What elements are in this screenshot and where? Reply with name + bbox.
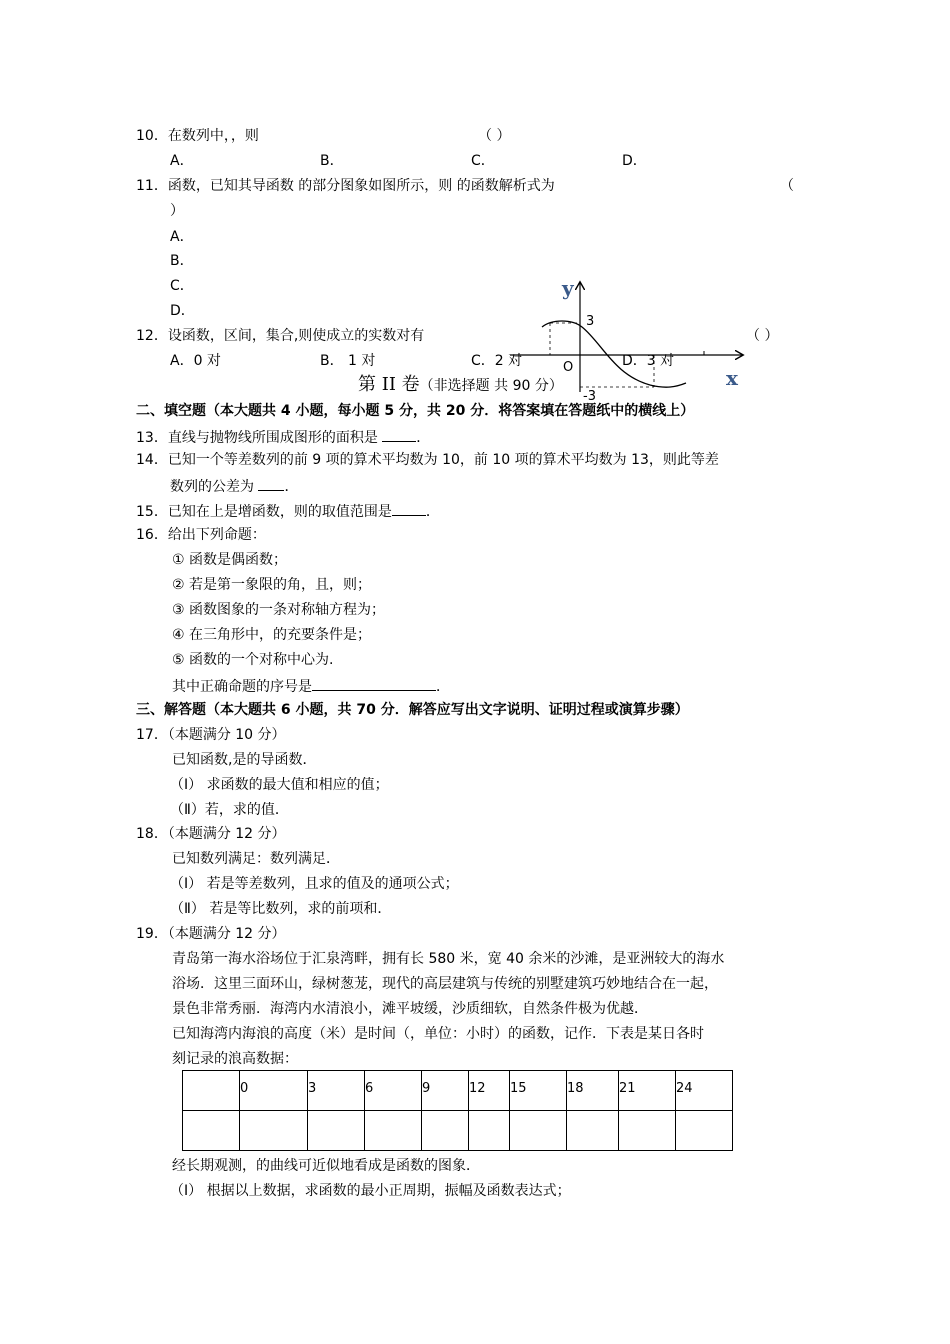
q11-bracket-open: （ [780, 178, 794, 194]
q15-number: 15． [136, 504, 168, 520]
q12-number: 12． [136, 328, 168, 344]
q18-text: 已知数列满足：数列满足． [172, 851, 340, 867]
q11-bracket-close: ） [170, 203, 184, 219]
q14-text2: 数列的公差为 [170, 479, 254, 495]
q13-number: 13． [136, 430, 168, 446]
q11-number: 11． [136, 178, 168, 194]
q10-option-c: C． [471, 153, 495, 169]
y-axis-label: y [562, 276, 574, 300]
q10-option-d: D． [622, 153, 647, 169]
q16-number: 16． [136, 527, 168, 543]
q13-answer-blank[interactable] [382, 427, 416, 442]
table-cell [469, 1111, 510, 1151]
q18-score: （本题满分 12 分） [167, 826, 286, 842]
q19-para-line-5: 刻记录的浪高数据： [172, 1051, 298, 1067]
q19-after-table: 经长期观测，的曲线可近似地看成是函数的图象． [172, 1158, 480, 1174]
table-cell [183, 1111, 240, 1151]
table-cell: 24 [676, 1071, 733, 1111]
q14-line1 [136, 451, 719, 469]
table-row [183, 1071, 733, 1111]
q12-option-b: B． 1 对 [320, 353, 376, 369]
table-cell: 3 [308, 1071, 365, 1111]
q17-text: 已知函数,是的导函数． [172, 752, 317, 768]
q19-score: （本题满分 12 分） [167, 926, 286, 942]
q19-para-line-3: 景色非常秀丽．海湾内水清浪小，滩平坡缓，沙质细软，自然条件极为优越． [172, 1001, 648, 1017]
q13-end: ． [416, 430, 431, 446]
q16-end: ． [436, 679, 450, 695]
max-value-label: 3 [586, 314, 595, 329]
table-cell: 15 [510, 1071, 567, 1111]
q14-number: 14． [136, 452, 168, 468]
q12-text: 设函数，区间，集合,则使成立的实数对有 [167, 328, 425, 344]
q16-stem [136, 526, 266, 544]
table-cell [308, 1111, 365, 1151]
q17-header [136, 726, 286, 744]
q11-option-d: D． [170, 303, 195, 319]
q11-stem [136, 177, 555, 195]
section-ii-note: （非选择题 共 90 分） [419, 378, 563, 394]
q19-para-line-4: 已知海湾内海浪的高度（米）是时间（，单位：小时）的函数，记作．下表是某日各时 [172, 1026, 704, 1042]
table-cell [365, 1111, 422, 1151]
q13-line [136, 427, 430, 447]
q11-option-c: C． [170, 278, 194, 294]
q16-text: 给出下列命题： [167, 527, 266, 543]
q17-score: （本题满分 10 分） [167, 727, 286, 743]
table-cell: 6 [365, 1071, 422, 1111]
q11-text: 函数，已知其导函数 的部分图象如图所示，则 的函数解析式为 [167, 178, 555, 194]
origin-label: O [563, 360, 574, 375]
q11-option-a: A． [170, 229, 194, 245]
q16-item-1: ① 函数是偶函数； [172, 552, 288, 568]
q16-answer-blank[interactable] [312, 676, 436, 691]
q18-number: 18． [136, 826, 168, 842]
table-cell [676, 1111, 733, 1151]
table-cell: 21 [619, 1071, 676, 1111]
table-cell [510, 1111, 567, 1151]
table-row [183, 1111, 733, 1151]
q19-header [136, 925, 286, 943]
q12-option-c: C．2 对 [471, 353, 523, 369]
table-cell [183, 1071, 240, 1111]
table-cell [422, 1111, 469, 1151]
q16-item-5: ⑤ 函数的一个对称中心为. [172, 652, 334, 668]
q10-answer-bracket: （ ） [478, 128, 511, 144]
q15-end: ． [425, 504, 440, 520]
q19-para-line-2: 浴场．这里三面环山，绿树葱茏，现代的高层建筑与传统的别墅建筑巧妙地结合在一起， [172, 976, 718, 992]
q15-text: 已知在上是增函数，则的取值范围是 [167, 504, 392, 520]
table-cell: 12 [469, 1071, 510, 1111]
table-cell: 0 [240, 1071, 308, 1111]
table-cell: 9 [422, 1071, 469, 1111]
q16-item-4: ④ 在三角形中，的充要条件是； [172, 627, 372, 643]
answer-section-heading: 三、解答题（本大题共 6 小题，共 70 分．解答应写出文字说明、证明过程或演算步骤） [136, 702, 689, 718]
q12-answer-bracket: （ ） [746, 328, 779, 344]
q14-text: 已知一个等差数列的前 9 项的算术平均数为 10，前 10 项的算术平均数为 13，则此等差 [167, 452, 719, 468]
q10-option-b: B． [320, 153, 344, 169]
derivative-curve [542, 321, 686, 387]
q15-answer-blank[interactable] [392, 501, 426, 516]
q19-number: 19． [136, 926, 168, 942]
q14-end: ． [284, 479, 299, 495]
table-cell [619, 1111, 676, 1151]
q10-number: 10． [136, 128, 168, 144]
q15-line [136, 501, 440, 521]
q10-text: 在数列中，，则 [167, 128, 259, 144]
section-ii-title: 第 II 卷 [358, 374, 420, 395]
q13-text: 直线与抛物线所围成图形的面积是 [167, 430, 378, 446]
section-ii-heading [358, 375, 563, 396]
q18-part-1: （Ⅰ） 若是等差数列，且求的值及的通项公式； [170, 876, 459, 892]
q16-ask: 其中正确命题的序号是 [172, 679, 312, 695]
q18-header [136, 825, 286, 843]
q14-line2 [170, 476, 298, 496]
q17-number: 17． [136, 727, 168, 743]
table-cell [567, 1111, 619, 1151]
q19-para-line-1: 青岛第一海水浴场位于汇泉湾畔，拥有长 580 米，宽 40 余米的沙滩，是亚洲较大的海水 [172, 951, 725, 967]
q16-ask-line [172, 676, 450, 696]
x-axis-label: x [726, 366, 738, 390]
q19-part-1: （Ⅰ） 根据以上数据，求函数的最小正周期，振幅及函数表达式； [170, 1183, 571, 1199]
q16-item-3: ③ 函数图象的一条对称轴方程为； [172, 602, 386, 618]
q18-part-2: （Ⅱ） 若是等比数列，求的前项和． [170, 901, 392, 917]
q12-option-a: A．0 对 [170, 353, 221, 369]
wave-height-table [182, 1070, 733, 1151]
q10-stem [136, 127, 259, 145]
fill-in-section-heading: 二、填空题（本大题共 4 小题，每小题 5 分，共 20 分．将答案填在答题纸中的横线上） [136, 403, 695, 419]
q10-option-a: A． [170, 153, 194, 169]
q14-answer-blank[interactable] [258, 476, 284, 491]
q17-part-1: （Ⅰ） 求函数的最大值和相应的值； [170, 777, 389, 793]
table-cell: 18 [567, 1071, 619, 1111]
table-cell [240, 1111, 308, 1151]
q12-option-d: D．3 对 [622, 353, 675, 369]
q17-part-2: （Ⅱ）若，求的值． [170, 802, 289, 818]
q12-stem [136, 327, 424, 345]
min-value-label: -3 [583, 389, 596, 404]
q11-option-b: B． [170, 253, 194, 269]
q16-item-2: ② 若是第一象限的角，且，则； [172, 577, 372, 593]
